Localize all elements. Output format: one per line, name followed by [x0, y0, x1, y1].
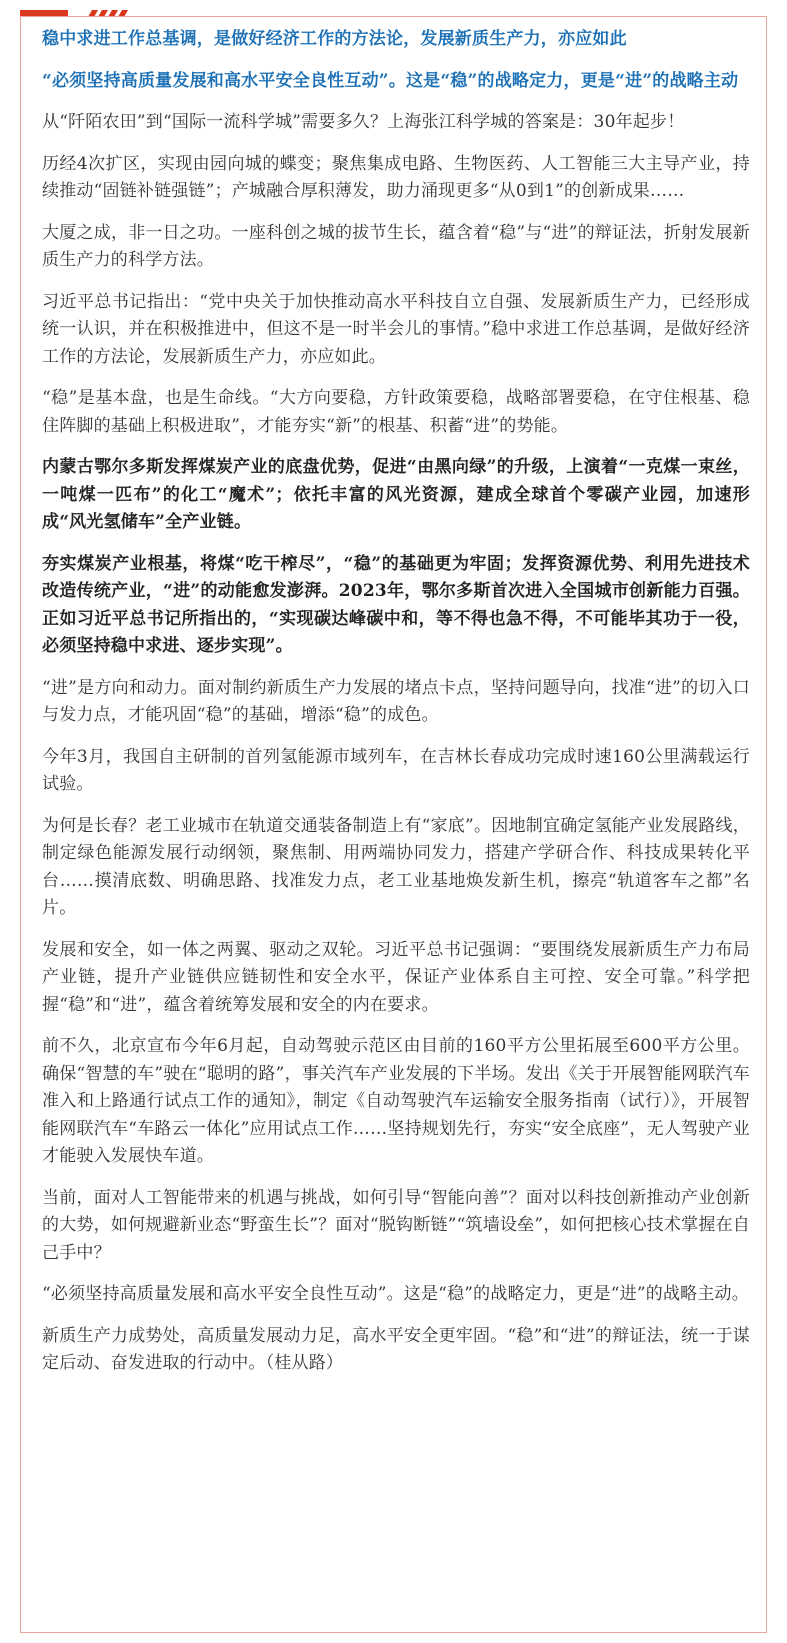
article-paragraph: 习近平总书记指出：“党中央关于加快推动高水平科技自立自强、发展新质生产力，已经形成统一认识，并在积极推进中，但这不是一时半会儿的事情。”稳中求进工作总基调，是做好经济工作的方法论，发展新质生产力，亦应如此。 [42, 291, 750, 367]
article-paragraph: 前不久，北京宣布今年6月起，自动驾驶示范区由目前的160平方公里拓展至600平方公里。确保“智慧的车”驶在“聪明的路”，事关汽车产业发展的下半场。发出《关于开展智能网联汽车准入和上路通行试点工作的通知》，制定《自动驾驶汽车运输安全服务指南（试行）》，开展智能网联汽车“车路云一体化”应用试点工作……坚持规划先行，夯实“安全底座”，无人驾驶产业才能驶入发展快车道。 [42, 1036, 750, 1166]
article-paragraph: 稳中求进工作总基调，是做好经济工作的方法论，发展新质生产力，亦应如此 [42, 29, 627, 49]
article-paragraph: “稳”是基本盘，也是生命线。“大方向要稳，方针政策要稳，战略部署要稳，在守住根基、稳住阵脚的基础上积极进取”，才能夯实“新”的根基、积蓄“进”的势能。 [42, 388, 750, 436]
article-paragraph: 发展和安全，如一体之两翼、驱动之双轮。习近平总书记强调：“要围绕发展新质生产力布局产业链，提升产业链供应链韧性和安全水平，保证产业体系自主可控、安全可靠。”科学把握“稳”和“进”，蕴含着统筹发展和安全的内在要求。 [42, 939, 750, 1015]
article-paragraph: “进”是方向和动力。面对制约新质生产力发展的堵点卡点，坚持问题导向，找准“进”的切入口与发力点，才能巩固“稳”的基础，增添“稳”的成色。 [42, 677, 750, 725]
article-paragraph: 当前，面对人工智能带来的机遇与挑战，如何引导“智能向善”？面对以科技创新推动产业创新的大势，如何规避新业态“野蛮生长”？面对“脱钩断链”“筑墙设垒”，如何把核心技术掌握在自己手中？ [42, 1187, 750, 1263]
article-paragraph: 为何是长春？老工业城市在轨道交通装备制造上有“家底”。因地制宜确定氢能产业发展路线，制定绿色能源发展行动纲领，聚焦制、用两端协同发力，搭建产学研合作、科技成果转化平台……摸清底数、明确思路、找准发力点，老工业基地焕发新生机，擦亮“轨道客车之都”名片。 [42, 815, 750, 918]
article-paragraph: 夯实煤炭产业根基，将煤“吃干榨尽”，“稳”的基础更为牢固；发挥资源优势、利用先进技术改造传统产业，“进”的动能愈发澎湃。2023年，鄂尔多斯首次进入全国城市创新能力百强。正如习近平总书记所指出的，“实现碳达峰碳中和，等不得也急不得，不可能毕其功于一役，必须坚持稳中求进、逐步实现”。 [42, 553, 750, 656]
article-paragraph: “必须坚持高质量发展和高水平安全良性互动”。这是“稳”的战略定力，更是“进”的战略主动 [42, 70, 739, 91]
article-paragraph: 新质生产力成势处，高质量发展动力足，高水平安全更牢固。“稳”和“进”的辩证法，统一于谋定后动、奋发进取的行动中。（桂从路） [42, 1325, 750, 1373]
article-paragraph: “必须坚持高质量发展和高水平安全良性互动”。这是“稳”的战略定力，更是“进”的战略主动。 [42, 1284, 749, 1304]
article-paragraph: 大厦之成，非一日之功。一座科创之城的拔节生长，蕴含着“稳”与“进”的辩证法，折射发展新质生产力的科学方法。 [42, 222, 750, 270]
article-paragraph: 从“阡陌农田”到“国际一流科学城”需要多久？上海张江科学城的答案是：30年起步！ [42, 112, 685, 132]
article-paragraph: 今年3月，我国自主研制的首列氢能源市域列车，在吉林长春成功完成时速160公里满载运行试验。 [42, 746, 750, 794]
article-paragraph: 历经4次扩区，实现由园向城的蝶变；聚焦集成电路、生物医药、人工智能三大主导产业，持续推动“固链补链强链”；产城融合厚积薄发，助力涌现更多“从0到1”的创新成果…… [42, 153, 750, 201]
article-body [42, 26, 750, 1392]
article-paragraph: 内蒙古鄂尔多斯发挥煤炭产业的底盘优势，促进“由黑向绿”的升级，上演着“一克煤一束丝，一吨煤一匹布”的化工“魔术”；依托丰富的风光资源，建成全球首个零碳产业园，加速形成“风光氢储车”全产业链。 [42, 457, 750, 532]
